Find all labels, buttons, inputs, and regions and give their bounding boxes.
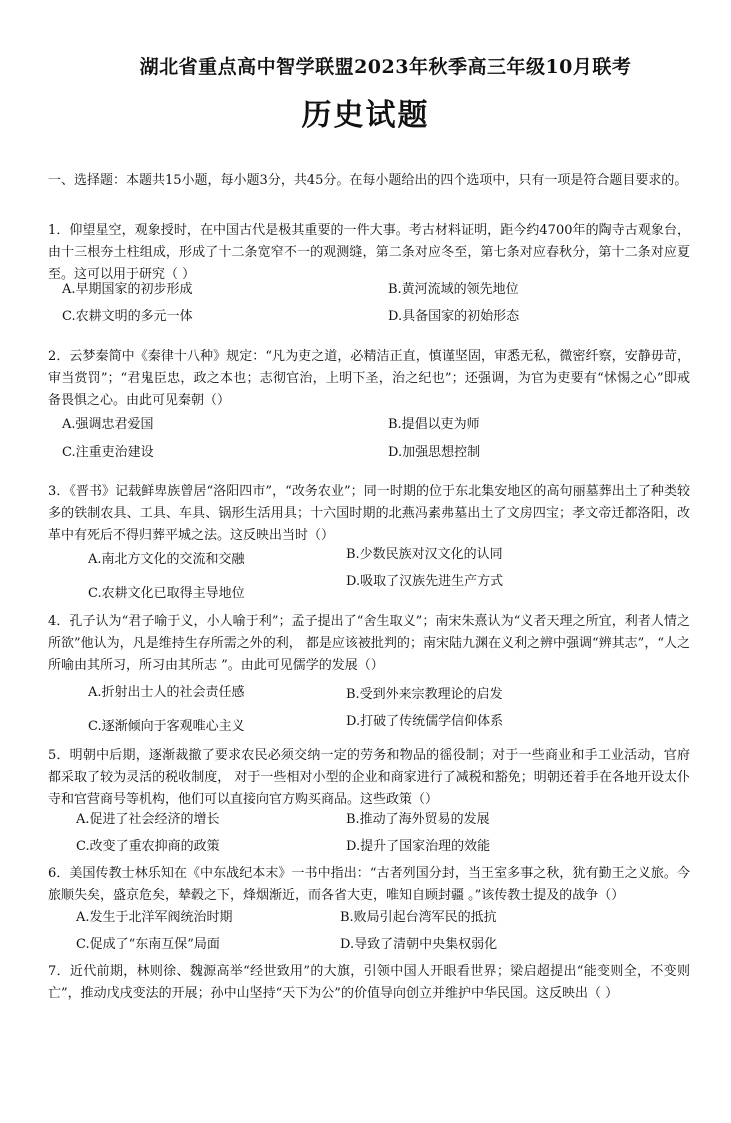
subject-title: 历史试题 [301, 98, 430, 133]
exam-title: 湖北省重点高中智学联盟2023年秋季高三年级10月联考 [139, 56, 632, 78]
question-6-option-c[interactable]: C.促成了“东南互保”局面 [76, 937, 220, 952]
question-3-option-c[interactable]: C.农耕文化已取得主导地位 [88, 586, 245, 601]
question-6-option-b[interactable]: B.败局引起台湾军民的抵抗 [340, 910, 497, 925]
question-2-option-b[interactable]: B.提倡以吏为师 [388, 417, 480, 432]
question-5-option-d[interactable]: D.提升了国家治理的效能 [346, 839, 491, 854]
question-1-option-a[interactable]: A.早期国家的初步形成 [62, 282, 193, 297]
question-3-option-d[interactable]: D.吸取了汉族先进生产方式 [346, 574, 504, 589]
question-5-option-b[interactable]: B.推动了海外贸易的发展 [346, 812, 490, 827]
question-2-option-a[interactable]: A.强调忠君爱国 [62, 417, 154, 432]
question-3-option-a[interactable]: A.南北方文化的交流和交融 [88, 552, 245, 567]
question-1-option-c[interactable]: C.农耕文明的多元一体 [62, 309, 193, 324]
question-2-option-d[interactable]: D.加强思想控制 [388, 445, 481, 460]
question-4-stem: 4．孔子认为“君子喻于义，小人喻于利”；孟子提出了“舍生取义”；南宋朱熹认为“义者天理之所宜，利者人情之所欲”他认为，凡是维持生存所需之外的利， 都是应该被批判的；南宋陆九渊在义利之辨中强调“辨其志”，“人之所喻由其所习，所习由其所志 ”。由此可见儒学的发展（） [48, 614, 690, 673]
question-3-option-b[interactable]: B.少数民族对汉文化的认同 [346, 547, 503, 562]
question-1-stem: 1．仰望星空，观象授时，在中国古代是极其重要的一件大事。考古材料证明，距今约4700年的陶寺古观象台，由十三根夯土柱组成，形成了十二条宽窄不一的观测缝，第二条对应冬至，第七条对应春秋分，第十二条对应夏至。这可以用于研究（ ） [48, 223, 690, 282]
question-6-option-a[interactable]: A.发生于北洋军阀统治时期 [76, 910, 233, 925]
question-4-option-d[interactable]: D.打破了传统儒学信仰体系 [346, 714, 504, 729]
question-2-stem: 2．云梦秦简中《秦律十八种》规定：“凡为吏之道，必精洁正直，慎谨坚固，审悉无私，微密纤察，安静毋苛，审当赏罚”；“君鬼臣忠，政之本也；志彻官治，上明下圣，治之纪也”；还强调，为官为吏要有“怵惕之心”即戒备畏惧之心。由此可见秦朝（） [48, 349, 690, 408]
section-intro: 一、选择题：本题共15小题，每小题3分，共45分。在每小题给出的四个选项中，只有一项是符合题目要求的。 [48, 173, 688, 188]
question-5-stem: 5．明朝中后期，逐渐裁撤了要求农民必须交纳一定的劳务和物品的徭役制；对于一些商业和手工业活动，官府都采取了较为灵活的税收制度， 对于一些相对小型的企业和商家进行了减税和豁免；明朝还着手在各地开设太仆寺和官营商号等机构，他们可以直接向官方购买商品。这些政策（） [48, 748, 690, 807]
question-6-option-d[interactable]: D.导致了清朝中央集权弱化 [340, 937, 498, 952]
question-1-option-b[interactable]: B.黄河流域的领先地位 [388, 282, 519, 297]
question-7-stem: 7．近代前期，林则徐、魏源高举“经世致用”的大旗，引领中国人开眼看世界；梁启超提出“能变则全，不变则亡”，推动戊戌变法的开展；孙中山坚持“天下为公”的价值导向创立并维护中华民国。这反映出（ ） [48, 964, 690, 1001]
question-4-option-b[interactable]: B.受到外来宗教理论的启发 [346, 687, 503, 702]
question-1-option-d[interactable]: D.具备国家的初始形态 [388, 309, 520, 324]
question-3-stem: 3．《晋书》记载鲜卑族曾居“洛阳四市”，“改务农业”；同一时期的位于东北集安地区的高句丽墓葬出土了种类较多的铁制农具、工具、车具、锅形生活用具；十六国时期的北燕冯素弗墓出土了文房四宝；孝文帝迁都洛阳，改革中有死后不得归葬平城之法。这反映出当时（） [48, 484, 690, 543]
question-4-option-a[interactable]: A.折射出士人的社会责任感 [88, 685, 245, 700]
question-6-stem: 6．美国传教士林乐知在《中东战纪本末》一书中指出：“古者列国分封，当王室多事之秋，犹有勤王之义旅。今旅顺失矣，盛京危矣，辇毂之下，烽烟渐近，而各省大吏，唯知自顾封疆 。”该传教士提及的战争（） [48, 866, 690, 903]
question-4-option-c[interactable]: C.逐渐倾向于客观唯心主义 [88, 719, 245, 734]
question-5-option-c[interactable]: C.改变了重农抑商的政策 [76, 839, 220, 854]
question-2-option-c[interactable]: C.注重吏治建设 [62, 445, 154, 460]
question-5-option-a[interactable]: A.促进了社会经济的增长 [76, 812, 220, 827]
